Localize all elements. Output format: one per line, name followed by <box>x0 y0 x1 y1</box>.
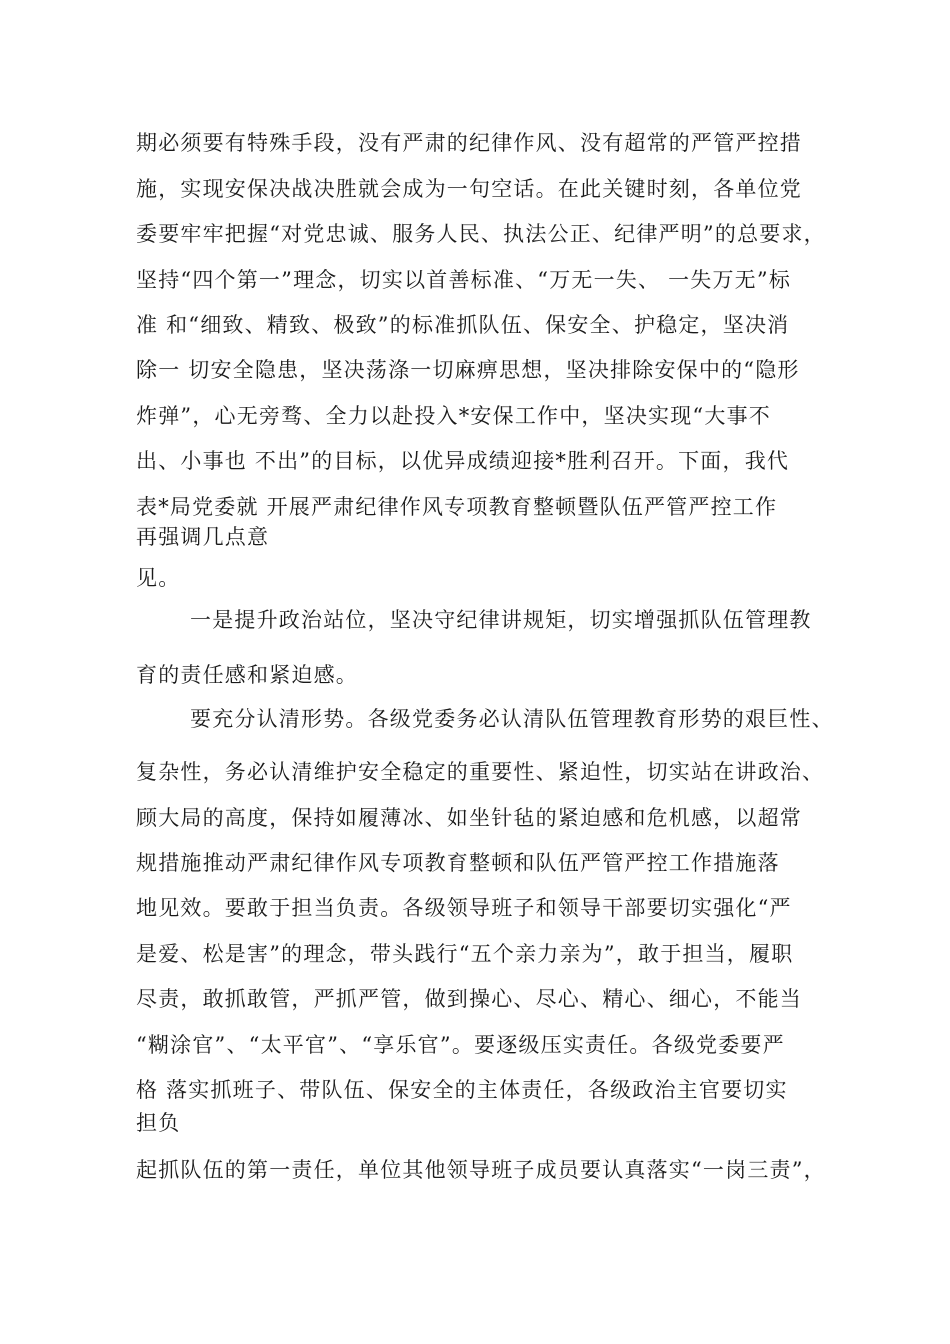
text-line: 期必须要有特殊手段，没有严肃的纪律作风、没有超常的严管严控措 <box>136 131 802 155</box>
text-line: 委要牢牢把握“对党忠诚、服务人民、执法公正、纪律严明”的总要求， <box>136 222 826 246</box>
text-line: “糊涂官”、“太平官”、“享乐官”。要逐级压实责任。各级党委要严 <box>136 1033 785 1057</box>
text-line: 规措施推动严肃纪律作风专项教育整顿和队伍严管严控工作措施落 <box>136 851 780 875</box>
text-line: 准 和“细致、精致、极致”的标准抓队伍、保安全、护稳定，坚决消 <box>136 313 790 337</box>
paragraph-heading-line: 育的责任感和紧迫感。 <box>136 663 358 687</box>
text-line: 格 落实抓班子、带队伍、保安全的主体责任，各级政治主官要切实 <box>136 1078 788 1102</box>
text-line: 再强调几点意 <box>136 525 270 549</box>
text-line: 地见效。要敢于担当负责。各级领导班子和领导干部要切实强化“严 <box>136 896 792 920</box>
text-line: 炸弹”，心无旁骛、全力以赴投入*安保工作中，坚决实现“大事不 <box>136 404 771 428</box>
text-line: 是爱、松是害”的理念，带头践行“五个亲力亲为”，敢于担当，履职 <box>136 942 794 966</box>
text-line: 复杂性，务必认清维护安全稳定的重要性、紧迫性，切实站在讲政治、 <box>136 760 825 784</box>
text-line: 出、小事也 不出”的目标，以优异成绩迎接*胜利召开。下面，我代 <box>136 449 790 473</box>
text-line: 起抓队伍的第一责任，单位其他领导班子成员要认真落实“一岗三责”， <box>136 1158 826 1182</box>
text-line: 表*局党委就 开展严肃纪律作风专项教育整顿暨队伍严管严控工作 <box>136 495 778 519</box>
text-line: 除一 切安全隐患，坚决荡涤一切麻痹思想，坚决排除安保中的“隐形 <box>136 358 800 382</box>
text-line: 要充分认清形势。各级党委务必认清队伍管理教育形势的艰巨性、 <box>190 707 834 731</box>
text-line: 施，实现安保决战决胜就会成为一句空话。在此关键时刻，各单位党 <box>136 177 802 201</box>
paragraph-heading-line: 一是提升政治站位，坚决守纪律讲规矩，切实增强抓队伍管理教 <box>190 608 812 632</box>
text-line: 担负 <box>136 1111 181 1135</box>
text-line: 坚持“四个第一”理念，切实以首善标准、“万无一失、 一失万无”标 <box>136 268 792 292</box>
text-line: 见。 <box>136 566 181 590</box>
text-line: 尽责，敢抓敢管，严抓严管，做到操心、尽心、精心、细心，不能当 <box>136 987 802 1011</box>
text-line: 顾大局的高度，保持如履薄冰、如坐针毡的紧迫感和危机感，以超常 <box>136 806 802 830</box>
